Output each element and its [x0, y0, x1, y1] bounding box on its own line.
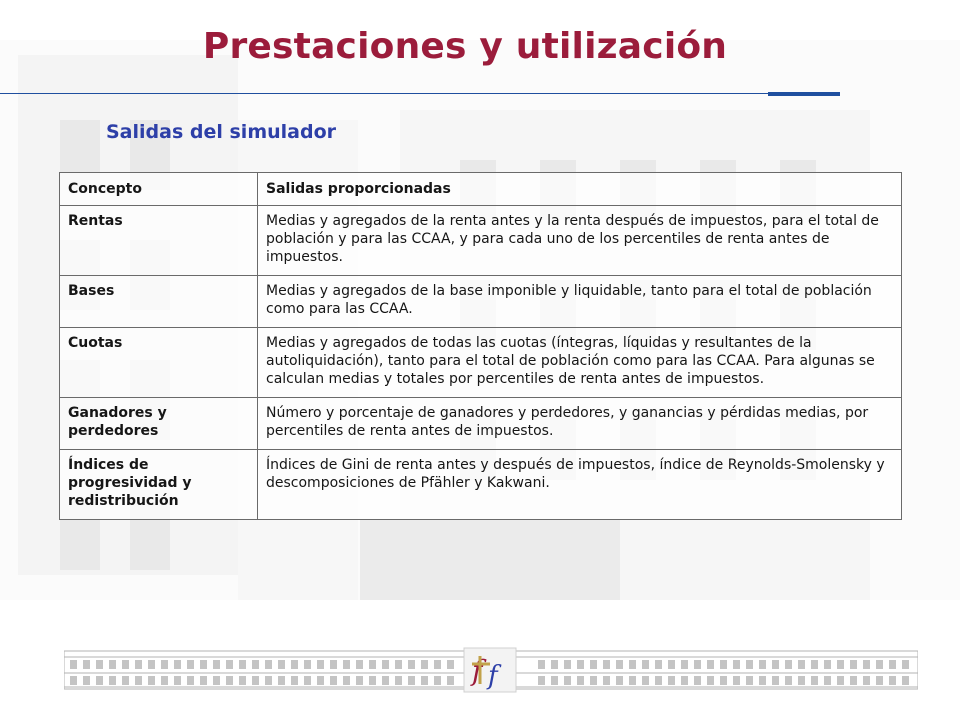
row-output: Índices de Gini de renta antes y después de impuestos, índice de Reynolds-Smolensky y descomposiciones de Pfähler y Kakwani. — [258, 450, 902, 520]
row-output: Número y porcentaje de ganadores y perdedores, y ganancias y pérdidas medias, por percentiles de renta antes de impuestos. — [258, 398, 902, 450]
row-concept: Cuotas — [60, 328, 258, 398]
title-divider-accent — [768, 92, 840, 96]
table-row — [60, 450, 902, 520]
table-row — [60, 328, 902, 398]
row-concept: Índices de progresividad y redistribución — [60, 450, 258, 520]
section-subtitle: Salidas del simulador — [106, 121, 336, 143]
ief-logo-icon — [458, 646, 522, 694]
title-divider — [0, 93, 840, 94]
svg-text:f: f — [488, 661, 498, 691]
row-output: Medias y agregados de todas las cuotas (íntegras, líquidas y resultantes de la autoliquidación), tanto para el total de población como para las CCAA. Para algunas se calculan medias y totales por percentiles de renta antes de impuestos. — [258, 328, 902, 398]
table-header-row — [60, 173, 902, 206]
row-concept: Ganadores y perdedores — [60, 398, 258, 450]
column-header-concept: Concepto — [60, 173, 258, 206]
table-row — [60, 398, 902, 450]
outputs-table — [59, 172, 902, 520]
row-concept: Rentas — [60, 206, 258, 276]
column-header-outputs: Salidas proporcionadas — [258, 173, 902, 206]
page-title: Prestaciones y utilización — [202, 26, 728, 67]
row-output: Medias y agregados de la base imponible y liquidable, tanto para el total de población como para las CCAA. — [258, 276, 902, 328]
row-concept: Bases — [60, 276, 258, 328]
table-row — [60, 276, 902, 328]
svg-text:f: f — [472, 654, 483, 687]
table-row — [60, 206, 902, 276]
row-output: Medias y agregados de la renta antes y la renta después de impuestos, para el total de población y para las CCAA, y para cada uno de los percentiles de renta antes de impuestos. — [258, 206, 902, 276]
